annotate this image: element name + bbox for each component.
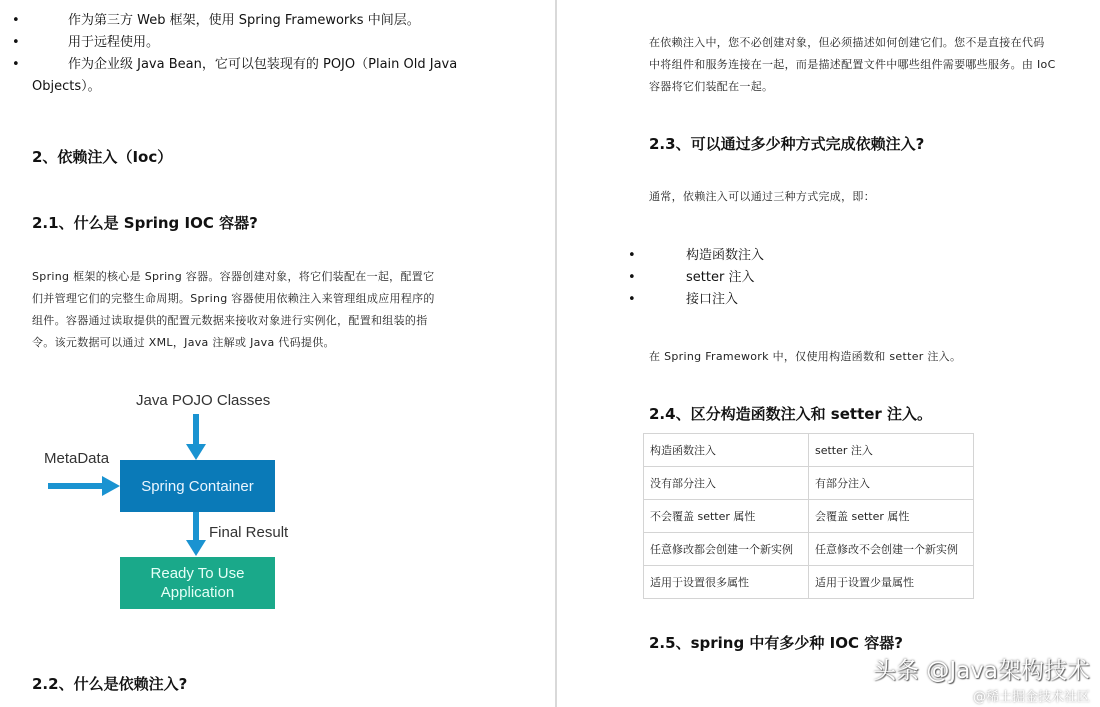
table-cell: 没有部分注入: [644, 467, 809, 500]
paragraph-line: 组件。容器通过读取提供的配置元数据来接收对象进行实例化，配置和组装的指: [32, 314, 428, 327]
table-cell: 适用于设置少量属性: [809, 566, 974, 599]
bullet-dot: •: [12, 13, 20, 28]
ways-paragraph: [649, 186, 875, 208]
paragraph-line: 令。该元数据可以通过 XML，Java 注解或 Java 代码提供。: [32, 336, 335, 349]
table-cell: 会覆盖 setter 属性: [809, 500, 974, 533]
table-cell: 任意修改都会创建一个新实例: [644, 533, 809, 566]
final-result-label: Final Result: [209, 524, 289, 541]
table-cell: setter 注入: [809, 434, 974, 467]
down-arrow-icon: [184, 414, 208, 462]
list-item-text: 构造函数注入: [686, 248, 765, 263]
ioc-paragraph: [32, 266, 435, 354]
table-cell: 任意修改不会创建一个新实例: [809, 533, 974, 566]
paragraph-line: 容器将它们装配在一起。: [649, 80, 774, 93]
section-heading-ways: 2.3、可以通过多少种方式完成依赖注入?: [649, 135, 925, 153]
list-item-text: 接口注入: [686, 292, 739, 307]
table-cell: 适用于设置很多属性: [644, 566, 809, 599]
list-item-text: 作为企业级 Java Bean，它可以包装现有的 POJO（Plain Old Java: [68, 57, 458, 72]
paragraph-line: 在 Spring Framework 中，仅使用构造函数和 setter 注入。: [649, 350, 962, 363]
section-heading-containers: 2.5、spring 中有多少种 IOC 容器?: [649, 634, 903, 652]
right-arrow-icon: [48, 474, 122, 498]
paragraph-line: 们并管理它们的完整生命周期。Spring 容器使用依赖注入来管理组成应用程序的: [32, 292, 435, 305]
pojo-classes-label: Java POJO Classes: [136, 392, 271, 409]
ioc-container-diagram: [32, 382, 452, 632]
paragraph-line: Spring 框架的核心是 Spring 容器。容器创建对象，将它们装配在一起，配置它: [32, 270, 435, 283]
bullet-dot: •: [12, 57, 20, 72]
table-cell: 构造函数注入: [644, 434, 809, 467]
table-cell: 不会覆盖 setter 属性: [644, 500, 809, 533]
section-heading-what-di: 2.2、什么是依赖注入?: [32, 675, 188, 693]
section-heading-di: 2、依赖注入（Ioc）: [32, 148, 173, 166]
table-cell: 有部分注入: [809, 467, 974, 500]
spring-container-label: Spring Container: [141, 477, 254, 495]
down-arrow-icon: [184, 512, 208, 558]
di-paragraph: [649, 32, 1056, 98]
bullet-dot: •: [12, 35, 20, 50]
table-row: [644, 500, 974, 533]
table-row: [644, 533, 974, 566]
paragraph-line: 中将组件和服务连接在一起，而是描述配置文件中哪些组件需要哪些服务。由 IoC: [649, 58, 1056, 71]
bullet-dot: •: [628, 248, 636, 263]
bullet-dot: •: [628, 292, 636, 307]
list-item-text: 用于远程使用。: [68, 35, 160, 50]
section-heading-ioc-container: 2.1、什么是 Spring IOC 容器?: [32, 214, 258, 232]
framework-paragraph: [649, 346, 961, 368]
watermark-main: 头条 @Java架构技术: [873, 658, 1090, 684]
ready-label-line2: Application: [160, 584, 235, 601]
table-row: [644, 566, 974, 599]
table-row: [644, 467, 974, 500]
paragraph-line: 通常，依赖注入可以通过三种方式完成，即：: [649, 190, 875, 203]
list-item-text: setter 注入: [686, 270, 755, 285]
bullet-dot: •: [628, 270, 636, 285]
list-item-text: 作为第三方 Web 框架，使用 Spring Frameworks 中间层。: [68, 13, 420, 28]
page-divider: [555, 0, 557, 707]
metadata-label: MetaData: [44, 450, 110, 467]
spring-container-box: [120, 460, 275, 512]
table-row: [644, 434, 974, 467]
section-heading-diff: 2.4、区分构造函数注入和 setter 注入。: [649, 405, 933, 423]
list-item-text-continued: Objects）。: [32, 79, 101, 94]
ready-to-use-box: [120, 557, 275, 609]
ready-label-line1: Ready To Use: [150, 565, 245, 582]
comparison-table: [643, 433, 974, 599]
watermark-sub: @稀土掘金技术社区: [972, 690, 1090, 705]
watermark: [873, 652, 1090, 705]
paragraph-line: 在依赖注入中，您不必创建对象，但必须描述如何创建它们。您不是直接在代码: [649, 36, 1045, 49]
